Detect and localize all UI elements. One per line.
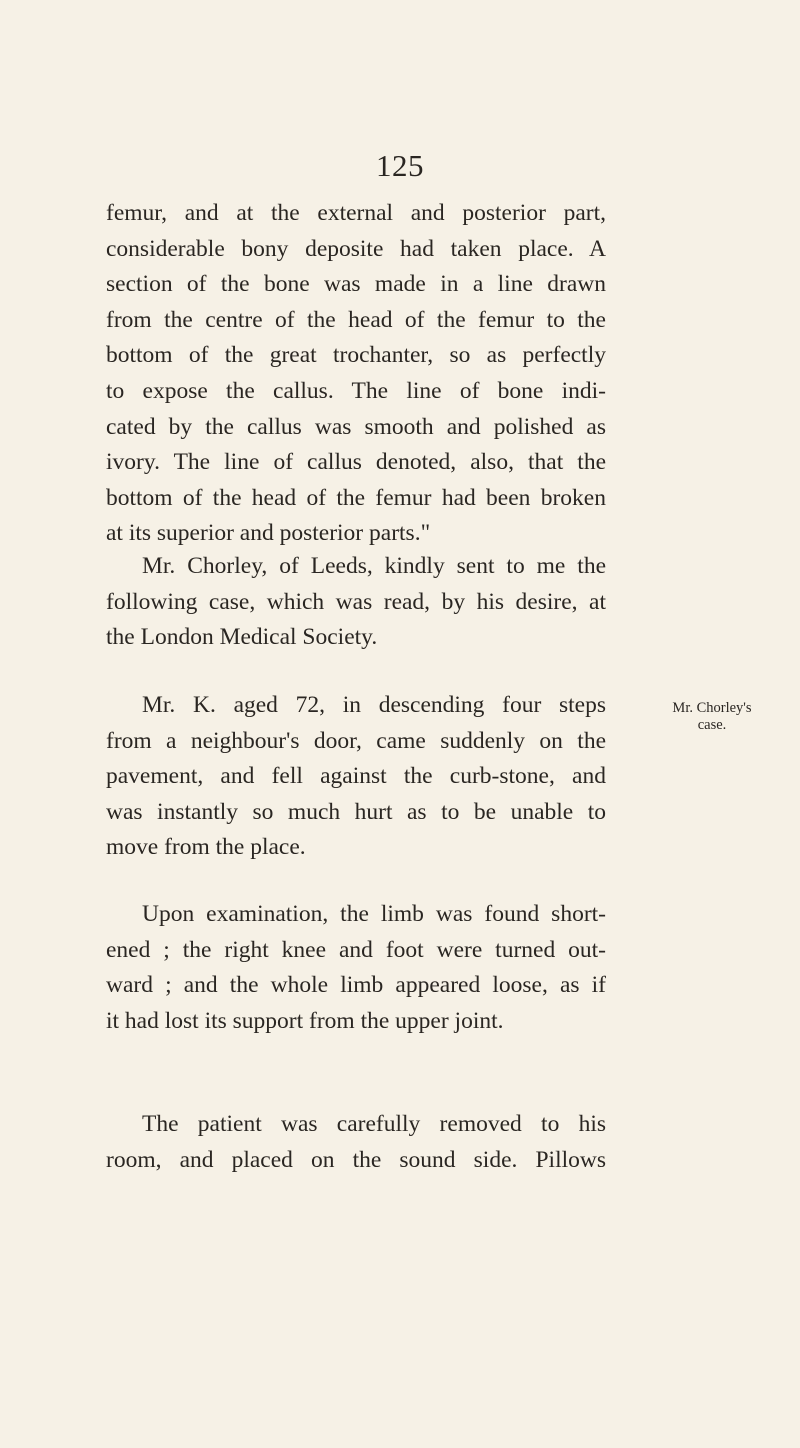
text-line: section of the bone was made in a line drawn [106,271,606,298]
text-line: The patient was carefully removed to his [142,1111,606,1137]
text-line: at its superior and posterior parts." [106,520,431,547]
text-line: following case, which was read, by his desire, at [106,588,606,615]
margin-note [637,700,787,734]
text-line: ened ; the right knee and foot were turned out- [106,936,606,963]
text-line: bottom of the head of the femur had been broken [106,484,606,511]
text-line: room, and placed on the sound side. Pillows [106,1146,606,1173]
text-line: Upon examination, the limb was found short- [142,901,606,927]
text-line: Mr. K. aged 72, in descending four steps [142,692,606,718]
text-line: to expose the callus. The line of bone indi- [106,377,606,404]
text-line: pavement, and fell against the curb-stone, and [106,763,606,790]
text-line: it had lost its support from the upper joint. [106,1007,504,1034]
text-line: bottom of the great trochanter, so as perfectly [106,342,606,369]
text-line: cated by the callus was smooth and polished as [106,413,606,440]
paragraph-4 [106,897,606,1039]
text-line: ward ; and the whole limb appeared loose, as if [106,972,606,999]
margin-note-line: Mr. Chorley's [672,700,752,716]
text-line: femur, and at the external and posterior part, [106,200,606,226]
page-number: 125 [376,148,424,183]
text-line: the London Medical Society. [106,624,378,651]
text-line: Mr. Chorley, of Leeds, kindly sent to me the [142,553,606,579]
text-line: ivory. The line of callus denoted, also, that the [106,449,606,476]
paragraph-5 [106,1107,606,1178]
margin-note-line: case. [697,717,727,733]
text-line: from the centre of the head of the femur to the [106,306,606,333]
text-line: considerable bony deposite had taken place. A [106,235,606,262]
paragraph-1 [106,196,606,552]
paragraph-3 [106,688,606,866]
text-line: move from the place. [106,834,306,861]
paragraph-2 [106,549,606,656]
text-line: from a neighbour's door, came suddenly on the [106,727,606,754]
text-line: was instantly so much hurt as to be unable to [106,798,606,825]
